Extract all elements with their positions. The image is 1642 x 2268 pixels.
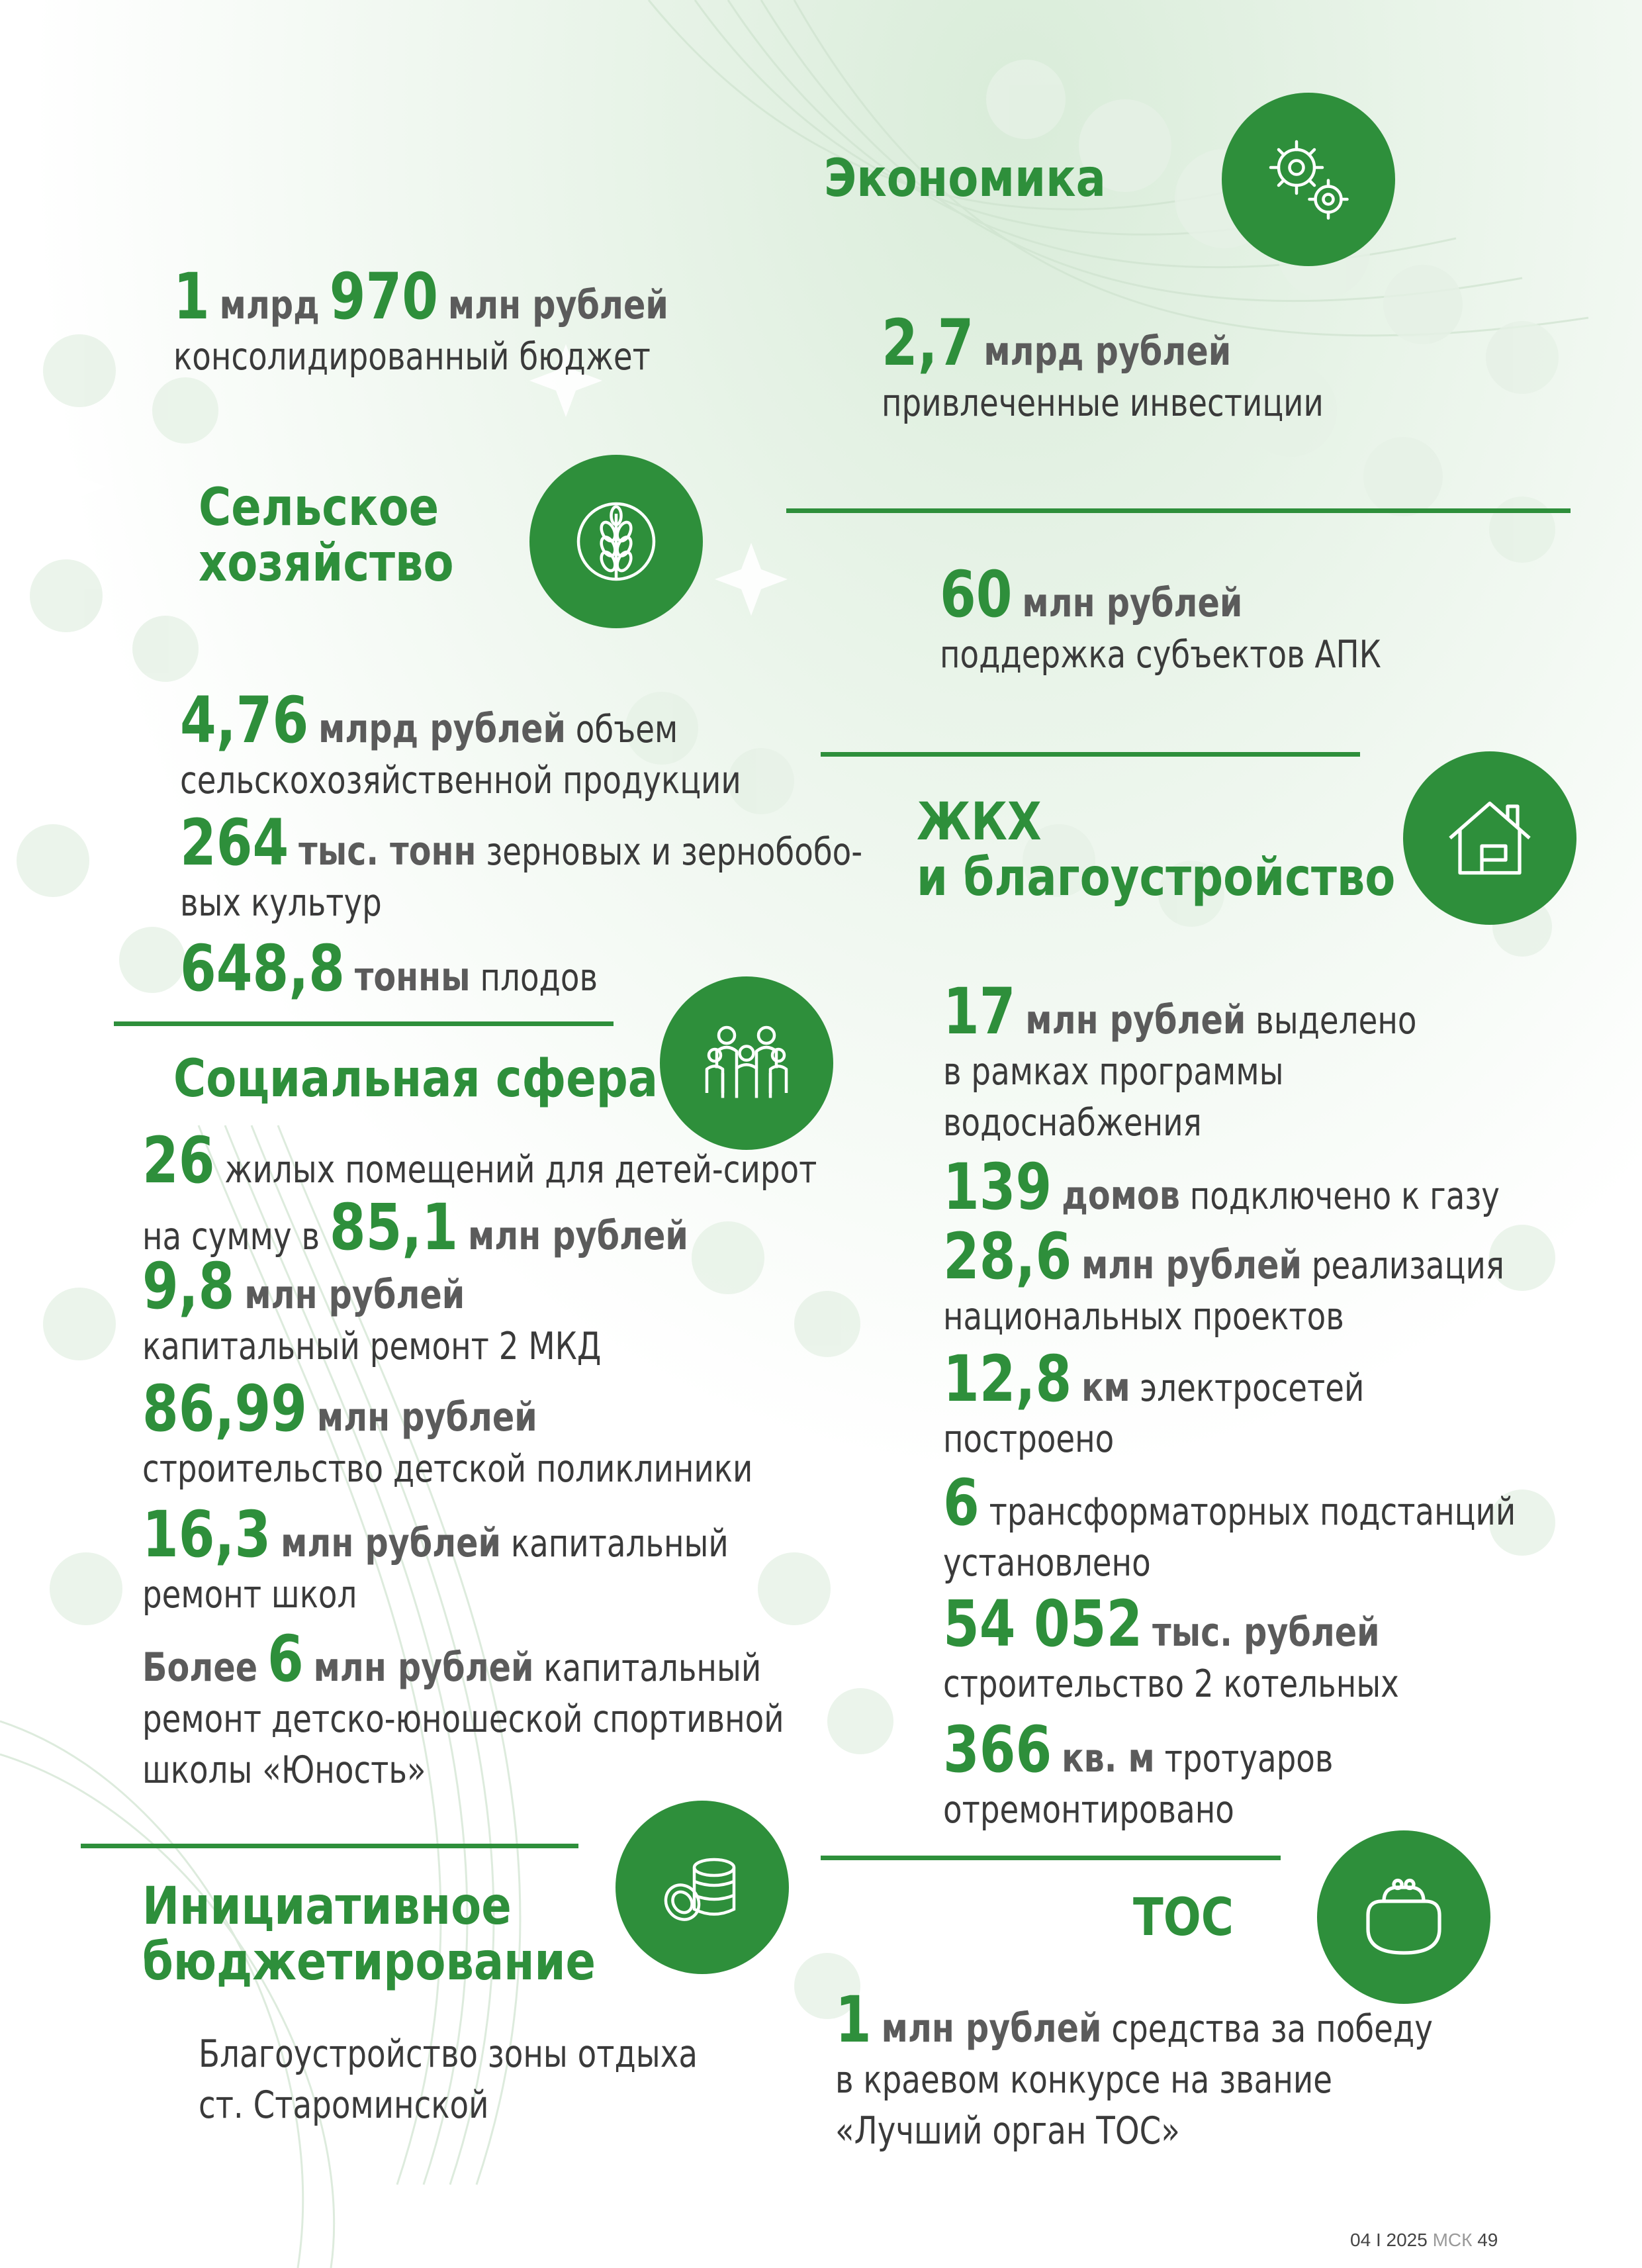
stat-investments: 2,7 млрд рублей привлеченные инвестиции xyxy=(882,306,1324,425)
initiative-description: Благоустройство зоны отдыха ст. Староминской xyxy=(199,2032,698,2127)
gears-icon xyxy=(1259,130,1358,229)
housing-title: ЖКХ и благоустройство xyxy=(917,792,1396,908)
agriculture-badge xyxy=(529,455,703,628)
agriculture-title: Сельское хозяйство xyxy=(199,478,454,593)
stat-fruits: 648,8 тонны плодов xyxy=(180,931,598,1006)
stat-orphans-housing: 26 жилых помещений для детей-сирот на сумму в 85,1 млн рублей xyxy=(142,1123,817,1264)
divider xyxy=(81,1844,578,1848)
economy-badge xyxy=(1222,93,1395,266)
house-icon xyxy=(1440,788,1539,888)
initiative-badge xyxy=(616,1801,789,1974)
stat-agri-production: 4,76 млрд рублей объем сельскохозяйственной продукции xyxy=(180,683,741,802)
stat-power-grid: 12,8 км электросетей построено xyxy=(943,1342,1365,1461)
initiative-title: Инициативное бюджетирование xyxy=(142,1877,596,1992)
purse-icon xyxy=(1354,1867,1453,1967)
wheat-icon xyxy=(567,492,666,591)
page-footer: 04 I 2025 МСК 49 xyxy=(1350,2230,1498,2250)
stat-sidewalks: 366 кв. м тротуаров отремонтировано xyxy=(943,1713,1334,1832)
stat-clinic: 86,99 млн рублей строительство детской поликлиники xyxy=(142,1372,753,1491)
family-icon xyxy=(697,1014,796,1113)
stat-gas-houses: 139 домов подключено к газу xyxy=(943,1150,1500,1224)
divider xyxy=(786,508,1571,513)
stat-national-projects: 28,6 млн рублей реализация национальных проектов xyxy=(943,1219,1504,1339)
social-badge xyxy=(660,976,833,1150)
divider xyxy=(114,1021,614,1026)
stat-water-supply: 17 млн рублей выделено в рамках программы водоснабжения xyxy=(943,974,1417,1145)
stat-apk-support: 60 млн рублей поддержка субъектов АПК xyxy=(940,557,1381,677)
divider xyxy=(821,1856,1281,1860)
housing-badge xyxy=(1403,751,1576,925)
divider xyxy=(821,752,1360,757)
stat-boilers: 54 052 тыс. рублей строительство 2 котельных xyxy=(943,1587,1399,1706)
social-title: Социальная сфера xyxy=(173,1049,658,1109)
tos-title: ТОС xyxy=(1133,1888,1234,1948)
tos-badge xyxy=(1317,1830,1490,2004)
stat-mkd-repair: 9,8 млн рублей капитальный ремонт 2 МКД xyxy=(142,1249,602,1368)
stat-sport-school: Более 6 млн рублей капитальный ремонт детско-юношеской спортивной школы «Юность» xyxy=(142,1622,784,1792)
stat-substations: 6 трансформаторных подстанций установлено xyxy=(943,1466,1516,1585)
coins-icon xyxy=(653,1838,752,1937)
stat-schools: 16,3 млн рублей капитальный ремонт школ xyxy=(142,1497,729,1617)
economy-title: Экономика xyxy=(824,149,1106,209)
stat-tos-award: 1 млн рублей средства за победу в краевом конкурсе на звание «Лучший орган ТОС» xyxy=(835,1983,1433,2153)
stat-grain: 264 тыс. тонн зерновых и зернобобо- вых культур xyxy=(180,806,863,925)
stat-consolidated-budget: 1 млрд 970 млн рублей консолидированный бюджет xyxy=(173,260,668,379)
